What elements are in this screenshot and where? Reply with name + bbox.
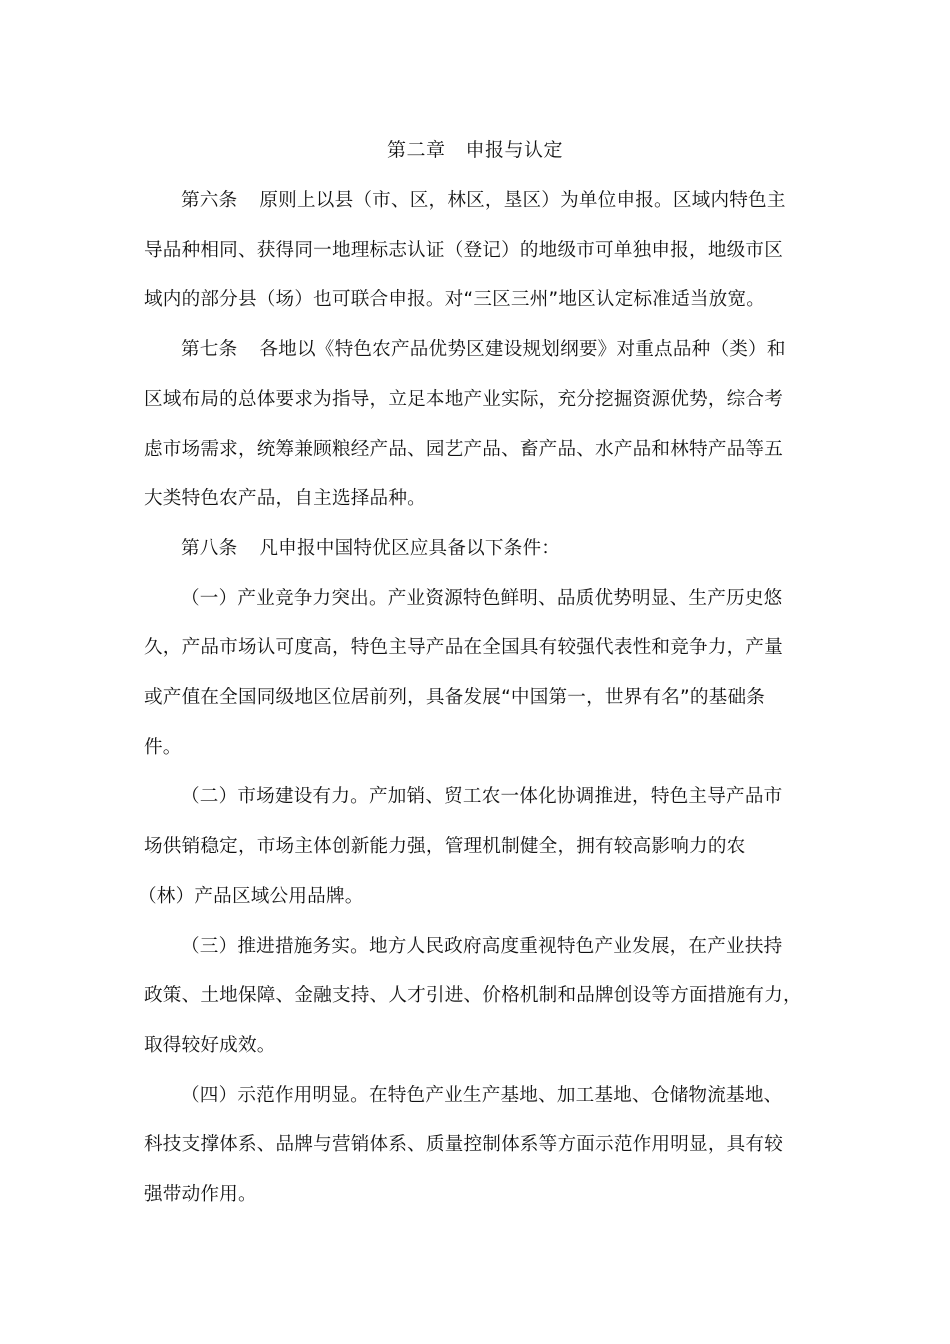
article-8 [144, 524, 806, 574]
paragraph-line: 第八条 凡申报中国特优区应具备以下条件： [181, 537, 561, 559]
paragraph-line: 强带动作用。 [144, 1184, 257, 1206]
chapter-heading [0, 136, 950, 164]
condition-4 [144, 1071, 806, 1220]
paragraph-line: 场供销稳定，市场主体创新能力强，管理机制健全，拥有较高影响力的农 [144, 836, 746, 858]
paragraph-line: 虑市场需求，统筹兼顾粮经产品、园艺产品、畜产品、水产品和林特产品等五 [144, 438, 783, 460]
paragraph-line: （林）产品区域公用品牌。 [138, 885, 364, 907]
article-7 [144, 325, 806, 524]
paragraph-line: 域内的部分县（场）也可联合申报。对“三区三州”地区认定标准适当放宽。 [144, 289, 766, 311]
condition-3 [144, 922, 806, 1071]
paragraph-line: 导品种相同、获得同一地理标志认证（登记）的地级市可单独申报，地级市区 [144, 239, 783, 261]
article-6 [144, 176, 806, 325]
paragraph-line: 或产值在全国同级地区位居前列，具备发展“中国第一，世界有名”的基础条 [144, 687, 766, 709]
paragraph-line: 第七条 各地以《特色农产品优势区建设规划纲要》对重点品种（类）和 [181, 339, 786, 361]
chapter-title: 申报与认定 [465, 139, 564, 161]
article-label: 第七条 [181, 339, 238, 361]
document-body [138, 176, 806, 1220]
paragraph-line: 区域布局的总体要求为指导，立足本地产业实际，充分挖掘资源优势，综合考 [144, 388, 783, 410]
paragraph-line: 取得较好成效。 [144, 1034, 276, 1056]
paragraph-line: （一）产业竞争力突出。产业资源特色鲜明、品质优势明显、生产历史悠 [181, 587, 783, 609]
condition-2 [138, 772, 806, 921]
paragraph-line: （三）推进措施务实。地方人民政府高度重视特色产业发展，在产业扶持 [181, 935, 783, 957]
condition-1 [144, 574, 806, 773]
paragraph-line: 第六条 原则上以县（市、区，林区，垦区）为单位申报。区域内特色主 [181, 190, 786, 211]
paragraph-line: （二）市场建设有力。产加销、贸工农一体化协调推进，特色主导产品市 [181, 786, 783, 808]
chapter-number: 第二章 [386, 139, 446, 161]
paragraph-line: 久，产品市场认可度高，特色主导产品在全国具有较强代表性和竞争力，产量 [144, 637, 783, 659]
paragraph-line: 件。 [144, 736, 182, 758]
paragraph-line: （四）示范作用明显。在特色产业生产基地、加工基地、仓储物流基地、 [181, 1084, 783, 1106]
paragraph-line: 政策、土地保障、金融支持、人才引进、价格机制和品牌创设等方面措施有力， [144, 985, 802, 1007]
paragraph-line: 科技支撑体系、品牌与营销体系、质量控制体系等方面示范作用明显，具有较 [144, 1134, 783, 1156]
article-label: 第六条 [181, 190, 238, 211]
article-label: 第八条 [181, 537, 238, 559]
paragraph-line: 大类特色农产品，自主选择品种。 [144, 488, 426, 510]
